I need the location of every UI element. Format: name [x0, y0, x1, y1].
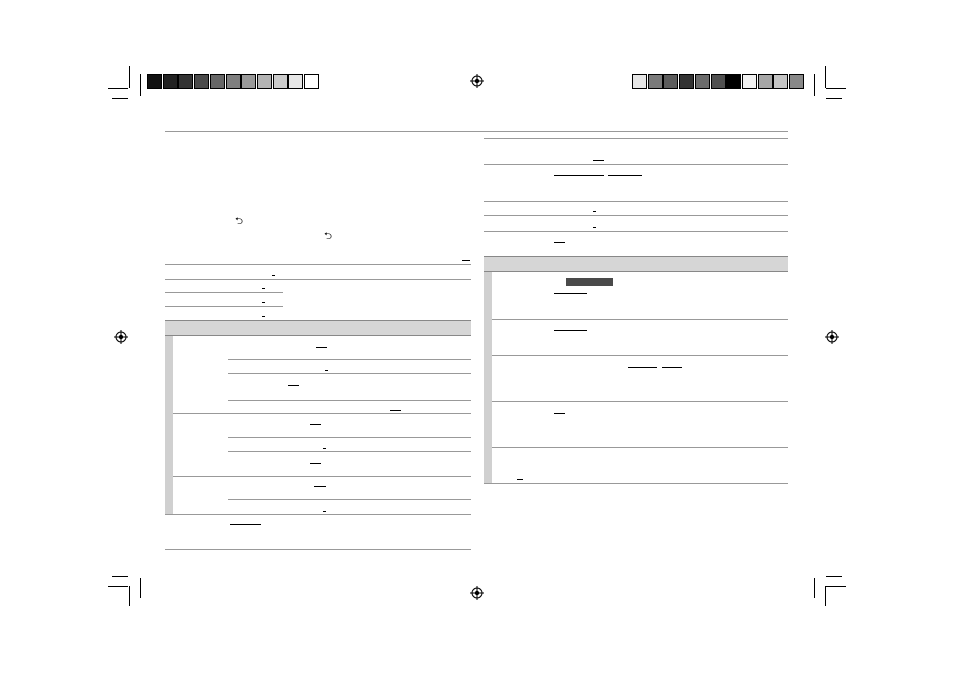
color-swatch [304, 74, 319, 89]
row-marker [288, 385, 299, 386]
row-marker [554, 413, 565, 414]
color-swatch [288, 74, 303, 89]
row-marker [316, 347, 327, 348]
color-swatch [758, 74, 773, 89]
row-divider [484, 231, 788, 232]
row-divider [228, 373, 471, 374]
color-swatch [210, 74, 225, 89]
row-divider [165, 279, 471, 280]
row-divider [492, 355, 788, 356]
row-marker [593, 227, 596, 228]
row-marker [323, 511, 326, 512]
table-side-band [165, 336, 173, 514]
row-marker [554, 330, 587, 331]
row-marker [310, 424, 321, 425]
row-marker [262, 316, 265, 317]
table-header [165, 320, 471, 336]
color-swatch [194, 74, 209, 89]
color-swatch [695, 74, 710, 89]
color-swatch [726, 74, 741, 89]
row-divider [492, 401, 788, 402]
table-bottom-rule [165, 549, 471, 550]
row-divider [492, 319, 788, 320]
row-divider [165, 292, 283, 293]
color-swatch [273, 74, 288, 89]
row-divider [484, 201, 788, 202]
row-marker [593, 211, 596, 212]
row-divider [484, 164, 788, 165]
registration-mark-right-icon [825, 330, 839, 344]
row-divider [165, 264, 471, 265]
table-side-band [484, 272, 492, 483]
row-marker [310, 463, 321, 464]
color-swatch [742, 74, 757, 89]
color-swatch [163, 74, 178, 89]
dark-label-badge [566, 278, 613, 286]
top-rule [165, 131, 788, 132]
row-divider [492, 447, 788, 448]
row-marker [390, 410, 401, 411]
color-swatch [241, 74, 256, 89]
color-swatch [226, 74, 241, 89]
color-swatch [773, 74, 788, 89]
row-marker [662, 367, 682, 368]
row-marker [517, 479, 523, 480]
color-swatch [711, 74, 726, 89]
row-marker [462, 260, 470, 261]
row-marker [230, 524, 261, 525]
color-swatch [178, 74, 193, 89]
row-marker [554, 242, 565, 243]
row-marker [262, 288, 265, 289]
color-swatch [632, 74, 647, 89]
group-divider [173, 413, 471, 414]
row-marker [262, 302, 265, 303]
table-header [484, 256, 788, 272]
color-swatch [257, 74, 272, 89]
row-marker [608, 175, 642, 176]
registration-mark-bottom-icon [470, 586, 484, 600]
row-divider [228, 499, 471, 500]
color-swatch [147, 74, 162, 89]
registration-mark-top-icon [470, 74, 484, 88]
row-marker [323, 448, 326, 449]
color-swatch [789, 74, 804, 89]
color-swatch [648, 74, 663, 89]
color-swatch [663, 74, 678, 89]
row-divider [228, 400, 471, 401]
color-swatch [679, 74, 694, 89]
row-divider [484, 215, 788, 216]
row-marker [554, 175, 604, 176]
row-divider [165, 514, 471, 515]
row-divider [165, 306, 283, 307]
row-divider [484, 138, 788, 139]
row-divider [228, 437, 471, 438]
registration-mark-left-icon [114, 330, 128, 344]
row-marker [325, 370, 328, 371]
row-marker [272, 275, 275, 276]
table-bottom-rule [484, 483, 788, 484]
group-divider [173, 476, 471, 477]
row-marker [554, 293, 587, 294]
row-divider [228, 359, 471, 360]
row-marker [593, 160, 604, 161]
return-arrow-icon: ⮌ [235, 216, 244, 227]
row-divider [228, 451, 471, 452]
row-marker [628, 367, 657, 368]
return-arrow-icon: ⮌ [324, 231, 333, 242]
row-marker [314, 486, 326, 487]
